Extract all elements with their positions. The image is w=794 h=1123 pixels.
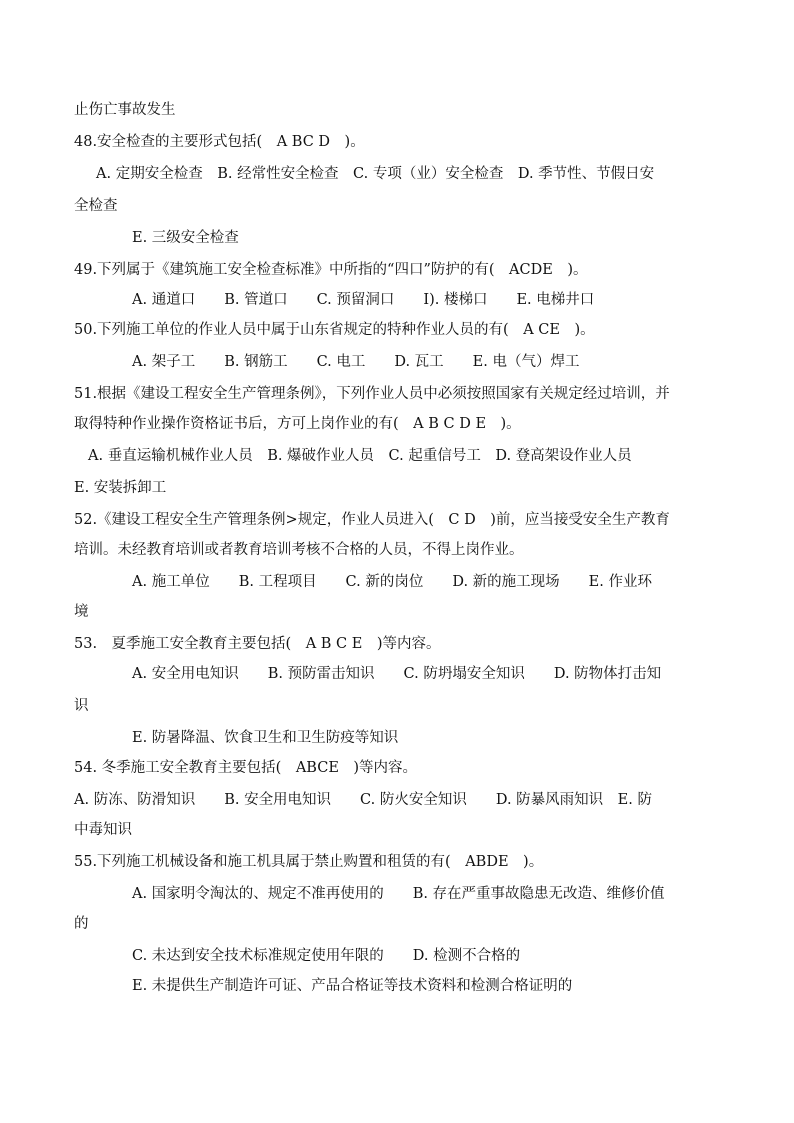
question-50-options: A. 架子工 B. 钢筋工 C. 电工 D. 瓦工 E. 电（气）焊工 <box>132 354 580 370</box>
text-line: 境 <box>74 604 89 620</box>
text-line: 识 <box>74 698 89 714</box>
question-52-options: A. 施工单位 B. 工程项目 C. 新的岗位 D. 新的施工现场 E. 作业环 <box>132 574 652 590</box>
text-line: 的 <box>74 916 89 932</box>
question-51-options: A. 垂直运输机械作业人员 B. 爆破作业人员 C. 起重信号工 D. 登高架设作业人员 <box>88 448 632 464</box>
question-49-options: A. 通道口 B. 管道口 C. 预留洞口 I). 楼梯口 E. 电梯井口 <box>132 292 595 308</box>
text-line: 取得特种作业操作资格证书后，方可上岗作业的有( A B C D E )。 <box>74 416 521 432</box>
question-53: 53. 夏季施工安全教育主要包括( A B C E )等内容。 <box>74 636 441 652</box>
question-48-options: A. 定期安全检查 B. 经常性安全检查 C. 专项（业）安全检查 D. 季节性、节假日安 <box>96 166 655 182</box>
question-48-option-e: E. 三级安全检查 <box>132 230 239 246</box>
question-48: 48.安全检查的主要形式包括( A BC D )。 <box>74 134 365 150</box>
question-55-options-cd: C. 未达到安全技术标准规定使用年限的 D. 检测不合格的 <box>132 948 521 964</box>
text-line: 中毒知识 <box>74 822 132 838</box>
question-55-options-ab: A. 国家明令淘汰的、规定不准再使用的 B. 存在严重事故隐患无改造、维修价值 <box>132 886 665 902</box>
question-52: 52.《建设工程安全生产管理条例>规定，作业人员进入( C D )前，应当接受安全生产教育 <box>74 512 670 528</box>
question-55: 55.下列施工机械设备和施工机具属于禁止购置和租赁的有( ABDE )。 <box>74 854 544 870</box>
question-53-options: A. 安全用电知识 B. 预防雷击知识 C. 防坍塌安全知识 D. 防物体打击知 <box>132 666 662 682</box>
question-54-options: A. 防冻、防滑知识 B. 安全用电知识 C. 防火安全知识 D. 防暴风雨知识 E. 防 <box>74 792 652 808</box>
question-53-option-e: E. 防暑降温、饮食卫生和卫生防疫等知识 <box>132 730 399 746</box>
question-55-option-e: E. 未提供生产制造许可证、产品合格证等技术资料和检测合格证明的 <box>132 978 573 994</box>
text-line: 止伤亡事故发生 <box>74 102 176 118</box>
text-line: 全检查 <box>74 198 118 214</box>
question-50: 50.下列施工单位的作业人员中属于山东省规定的特种作业人员的有( A CE )。 <box>74 322 595 338</box>
question-51: 51.根据《建设工程安全生产管理条例》，下列作业人员中必须按照国家有关规定经过培训，并 <box>74 386 670 402</box>
question-51-option-e: E. 安装拆卸工 <box>74 480 167 496</box>
text-line: 培训。未经教育培训或者教育培训考核不合格的人员，不得上岗作业。 <box>74 542 524 558</box>
question-49: 49.下列属于《建筑施工安全检查标准》中所指的“四口”防护的有( ACDE )。 <box>74 262 588 278</box>
question-54: 54. 冬季施工安全教育主要包括( ABCE )等内容。 <box>74 760 418 776</box>
